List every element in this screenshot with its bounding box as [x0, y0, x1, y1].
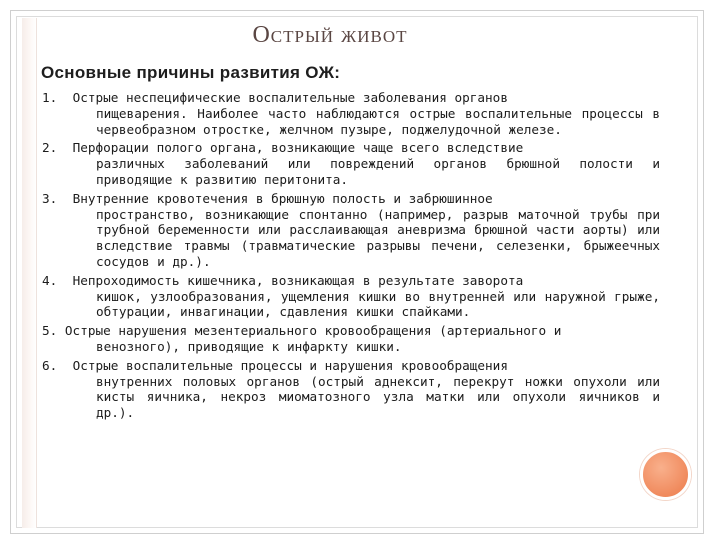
- causes-list: [42, 90, 660, 424]
- list-item-first-line: Острые неспецифические воспалительные заболевания органов: [72, 90, 508, 105]
- list-item-continuation: пространство, возникающие спонтанно (например, разрыв маточной трубы при трубной беременности или расслаивающая аневризма брюшной части аорты) или вследствие травмы (травматические разрывы печени, селезенки, брыжеечных сосудов и др.).: [96, 206, 660, 269]
- list-item-number: 6.: [42, 357, 73, 373]
- list-item: [42, 90, 660, 137]
- list-item-continuation: внутренних половых органов (острый аднексит, перекрут ножки опухоли или кисты яичника, некроз миоматозного узла матки или опухоли яичников и др.).: [96, 373, 660, 421]
- list-item-continuation: венозного), приводящие к инфаркту кишки.: [96, 338, 402, 354]
- list-item-continuation: пищеварения. Наиболее часто наблюдаются острые воспалительные процессы в червеобразном отростке, желчном пузыре, поджелудочной железе.: [96, 105, 660, 137]
- list-item: [42, 358, 660, 421]
- list-item-continuation: кишок, узлообразования, ущемления кишки во внутренней или наружной грыже, обтурации, инвагинации, сдавления кишки спайками.: [96, 288, 660, 320]
- list-item-first-line: Непроходимость кишечника, возникающая в результате заворота: [72, 272, 524, 288]
- list-item-first-line: Острые воспалительные процессы и нарушения кровообращения: [72, 357, 508, 373]
- list-item-first-line: Перфорации полого органа, возникающие чаще всего вследствие: [72, 140, 524, 156]
- list-item-number: 5.: [42, 323, 65, 339]
- decorative-orange-circle: [640, 449, 691, 500]
- list-item: [42, 323, 660, 355]
- left-accent-stripe: [22, 18, 37, 528]
- slide-title: Острый живот: [252, 22, 408, 48]
- list-item: [42, 140, 660, 187]
- list-item-number: 4.: [42, 272, 73, 288]
- list-item-number: 1.: [42, 90, 73, 105]
- list-item-continuation: различных заболеваний или повреждений органов брюшной полости и приводящие к развитию перитонита.: [96, 156, 660, 187]
- list-item-number: 2.: [42, 140, 73, 156]
- list-item-first-line: Внутренние кровотечения в брюшную полость и забрюшинное: [72, 190, 493, 206]
- list-item: [42, 191, 660, 270]
- list-item-number: 3.: [42, 190, 73, 206]
- list-item: [42, 273, 660, 320]
- list-item-first-line: Острые нарушения мезентериального кровообращения (артериального и: [64, 323, 562, 339]
- section-heading: Основные причины развития ОЖ:: [41, 63, 341, 82]
